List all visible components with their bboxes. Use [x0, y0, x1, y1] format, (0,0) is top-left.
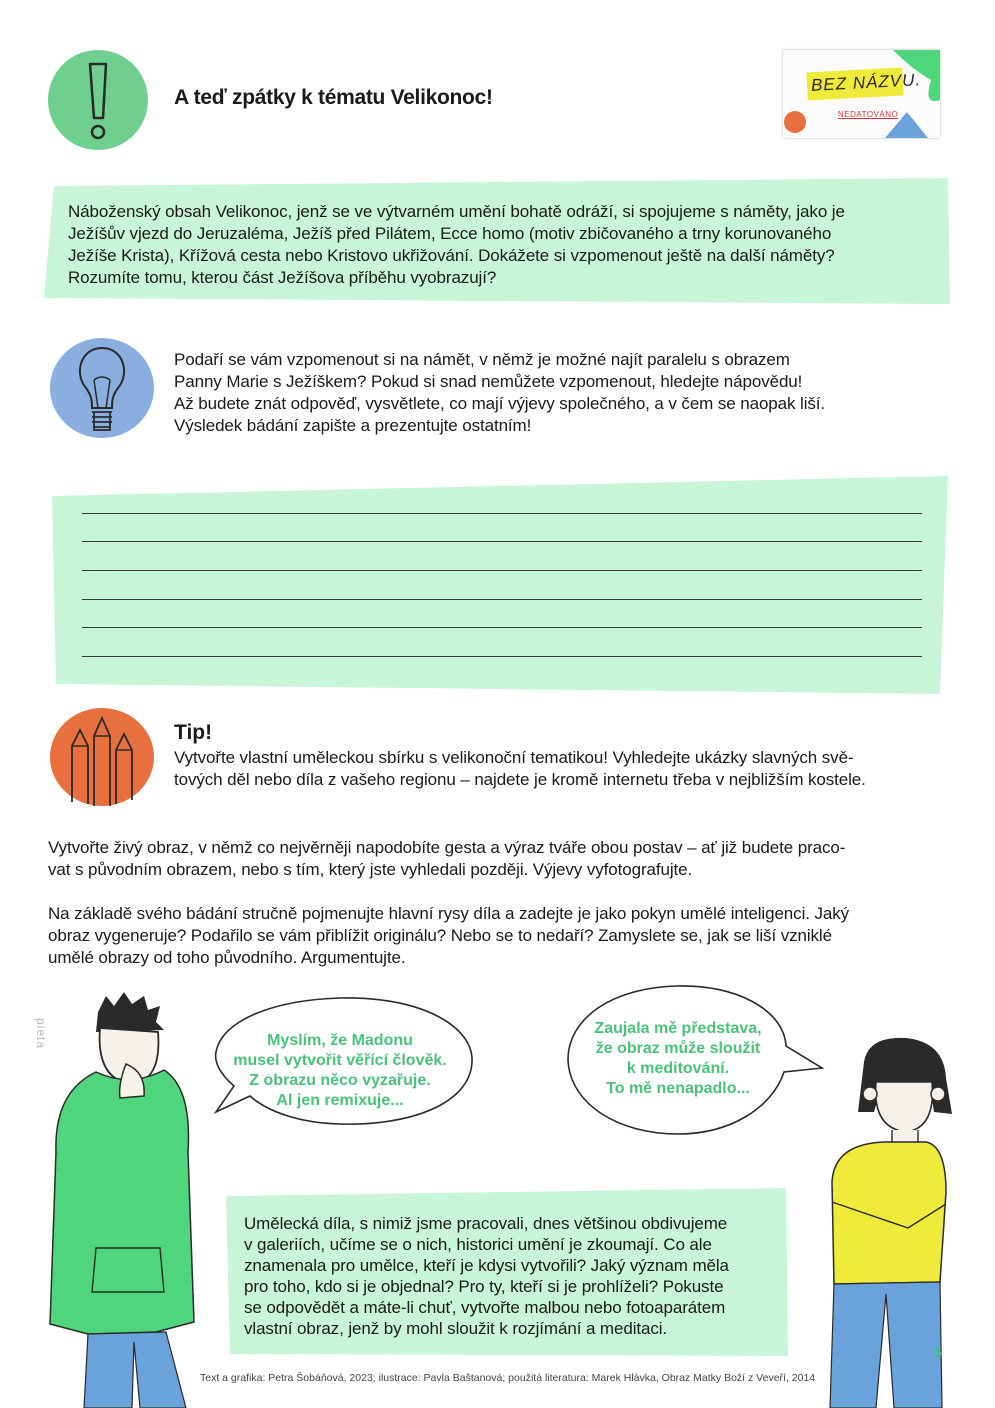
intro-line-2: Ježíšův vjezd do Jeruzaléma, Ježíš před Pilátem, Ecce homo (motiv zbičovaného a trny korunovaného: [68, 224, 832, 243]
bubble-right-line-4: To mě nenapadlo...: [606, 1080, 750, 1097]
bubble-right-line-3: k meditování.: [626, 1060, 730, 1077]
ai-line-1: Na základě svého bádání stručně pojmenujte hlavní rysy díla a zadejte je jako pokyn umělé inteligenci. Jaký: [48, 904, 850, 923]
task-line-4: Výsledek bádání zapište a prezentujte ostatním!: [174, 416, 532, 435]
bubble-left-line-2: musel vytvořit věřící člověk.: [233, 1052, 447, 1069]
logo: [783, 50, 940, 138]
living-line-2: vat s původním obrazem, nebo s tím, který jste vyhledali později. Výjevy vyfotografujte.: [48, 860, 693, 879]
intro-line-4: Rozumíte tomu, kterou část Ježíšova příběhu vyobrazují?: [68, 268, 497, 287]
intro-line-1: Náboženský obsah Velikonoc, jenž se ve výtvarném umění bohatě odráží, si spojujeme s náměty, jako je: [68, 202, 845, 221]
pencils-icon: [50, 708, 154, 806]
bottom-line-6: vlastní obraz, jenž by mohl sloužit k rozjímání a meditaci.: [244, 1319, 668, 1338]
page-heading: A teď zpátky k tématu Velikonoc!: [174, 86, 493, 109]
exclamation-icon: [48, 50, 148, 150]
bubble-right-line-2: že obraz může sloužit: [595, 1040, 761, 1057]
tip-line-1: Vytvořte vlastní uměleckou sbírku s velikonoční tematikou! Vyhledejte ukázky slavných svě-: [174, 748, 854, 767]
ai-line-2: obraz vygeneruje? Podařilo se vám přiblížit originálu? Nebo se to nedaří? Zamyslete se, jak se liší vzniklé: [48, 926, 832, 945]
intro-line-3: Ježíše Krista), Křížová cesta nebo Kristovo ukřižování. Dokážete si vzpomenout ještě na další náměty?: [68, 246, 835, 265]
answer-line-3[interactable]: [82, 570, 922, 571]
ai-line-3: umělé obrazy od toho původního. Argumentujte.: [48, 948, 406, 967]
page-number: 5: [934, 1344, 942, 1360]
answer-panel-bg: [50, 474, 950, 696]
answer-line-1[interactable]: [82, 513, 922, 514]
bubble-right-line-1: Zaujala mě představa,: [594, 1020, 762, 1037]
tip-title: Tip!: [174, 721, 213, 744]
answer-line-2[interactable]: [82, 541, 922, 542]
bottom-line-3: znamenala pro umělce, kteří je kdysi vytvořili? Jaký význam měla: [244, 1256, 729, 1275]
answer-line-5[interactable]: [82, 627, 922, 628]
bubble-left-line-3: Z obrazu něco vyzařuje.: [249, 1072, 431, 1089]
bottom-line-2: v galeriích, učíme se o nich, historici umění je zkoumají. Co ale: [244, 1235, 712, 1254]
tip-line-2: tových děl nebo díla z vašeho regionu – najdete je kromě internetu třeba v nejbližším kostele.: [174, 770, 866, 789]
task-line-2: Panny Marie s Ježíškem? Pokud si snad nemůžete vzpomenout, hledejte nápovědu!: [174, 372, 803, 391]
bubble-left-line-4: Al jen remixuje...: [276, 1092, 404, 1109]
bottom-line-4: pro toho, kdo si je objednal? Pro ty, kteří si je prohlíželi? Pokuste: [244, 1277, 724, 1296]
task-line-3: Až budete znát odpověď, vysvětlete, co mají výjevy společného, a v čem se naopak liší.: [174, 394, 826, 413]
bottom-line-5: se odpovědět a máte-li chuť, vytvořte malbou nebo fotoaparátem: [244, 1298, 726, 1317]
living-line-1: Vytvořte živý obraz, v němž co nejvěrněji napodobíte gesta a výraz tváře obou postav – ať již budete praco-: [48, 838, 846, 857]
answer-line-4[interactable]: [82, 599, 922, 600]
task-line-1: Podaří se vám vzpomenout si na námět, v němž je možné najít paralelu s obrazem: [174, 350, 790, 369]
vertical-label: pieta: [34, 1018, 48, 1050]
boy-illustration: [36, 992, 226, 1408]
bubble-left-line-1: Myslím, že Madonu: [267, 1032, 413, 1049]
answer-line-6[interactable]: [82, 656, 922, 657]
footer-credits: Text a grafika: Petra Šobáňová, 2023; ilustrace: Pavla Baštanová; použitá literatura: Marek Hlávka, Obraz Matky Boží z Veveří, 2014: [200, 1372, 816, 1384]
lightbulb-icon: [50, 338, 154, 438]
logo-text-main: BEZ NÁZVU.: [810, 70, 922, 95]
bottom-line-1: Umělecká díla, s nimiž jsme pracovali, dnes většinou obdivujeme: [244, 1214, 728, 1233]
logo-text-sub: NEDATOVÁNO: [838, 110, 899, 119]
